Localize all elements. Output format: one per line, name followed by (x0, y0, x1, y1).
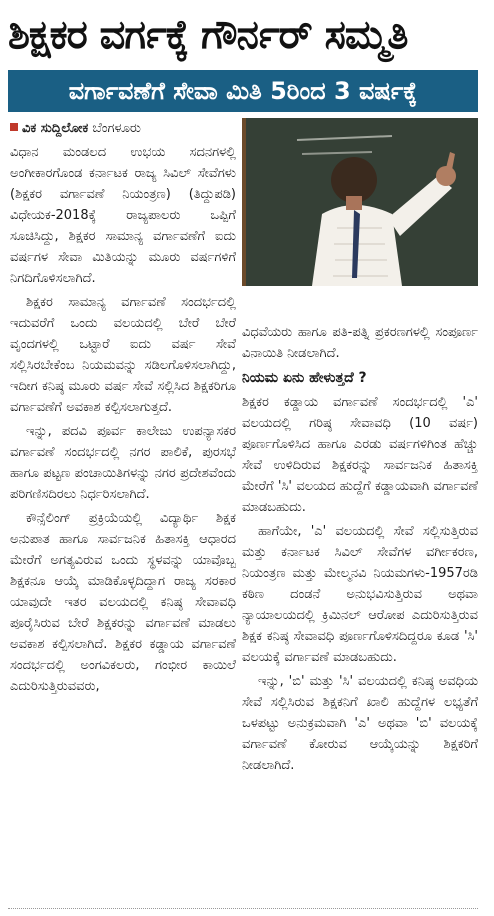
byline (10, 118, 236, 139)
paragraph: ಕೌನ್ಸೆಲಿಂಗ್ ಪ್ರಕ್ರಿಯೆಯಲ್ಲಿ ವಿದ್ಯಾರ್ಥಿ ಶಿಕ್ಷಕ ಅನುಪಾತ ಹಾಗೂ ಸಾರ್ವಜನಿಕ ಹಿತಾಸಕ್ತಿ ಆಧಾರದ ಮೇರೆಗೆ ಅಗತ್ಯವಿರುವ ಒಂದು ಸ್ಥಳವನ್ನು ಯಾವೊಬ್ಬ ಶಿಕ್ಷಕನೂ ಆಯ್ಕೆ ಮಾಡಿಕೊಳ್ಳದಿದ್ದಾಗ ರಾಜ್ಯ ಸರಕಾರ ಯಾವುದೇ ಇತರ ವಲಯದಲ್ಲಿ ಕನಿಷ್ಠ ಸೇವಾವಧಿ ಪೂರೈಸಿರುವ ಬೇರೆ ಶಿಕ್ಷಕರನ್ನು ವರ್ಗಾವಣೆ ಮಾಡಲು ಅವಕಾಶ ಕಲ್ಪಿಸಲಾಗಿದೆ. ಶಿಕ್ಷಕರ ಕಡ್ಡಾಯ ವರ್ಗಾವಣೆ ಸಂದರ್ಭದಲ್ಲಿ ಅಂಗವಿಕಲರು, ಗಂಭೀರ ಕಾಯಿಲೆ ಎದುರಿಸುತ್ತಿರುವವರು, (10, 511, 236, 694)
subheadline-banner: ವರ್ಗಾವಣೆಗೆ ಸೇವಾ ಮಿತಿ 5ರಿಂದ 3 ವರ್ಷಕ್ಕೆ (8, 70, 478, 112)
byline-source: ವಿಕ ಸುದ್ದಿಲೋಕ (22, 121, 89, 136)
photo-illustration (242, 118, 478, 286)
byline-place: ಬೆಂಗಳೂರು (92, 121, 141, 136)
paragraph: ಇನ್ನು, ಪದವಿ ಪೂರ್ವ ಕಾಲೇಜು ಉಪನ್ಯಾಸಕರ ವರ್ಗಾವಣೆ ಸಂದರ್ಭದಲ್ಲಿ ನಗರ ಪಾಲಿಕೆ, ಪುರಸಭೆ ಹಾಗೂ ಪಟ್ಟಣ ಪಂಚಾಯಿತಿಗಳನ್ನು ನಗರ ಪ್ರದೇಶವೆಂದು ಪರಿಗಣಿಸದಿರಲು ನಿರ್ಧರಿಸಲಾಗಿದೆ. (10, 424, 236, 502)
article-column-left (10, 118, 236, 700)
paragraph: ಶಿಕ್ಷಕರ ಕಡ್ಡಾಯ ವರ್ಗಾವಣೆ ಸಂದರ್ಭದಲ್ಲಿ 'ಎ' ವಲಯದಲ್ಲಿ ಗರಿಷ್ಠ ಸೇವಾವಧಿ (10 ವರ್ಷ) ಪೂರ್ಣಗೊಳಿಸಿದ ಹಾಗೂ ಎರಡು ವರ್ಷಗಳಿಗಿಂತ ಹೆಚ್ಚು ಸೇವೆ ಉಳಿದಿರುವ ಶಿಕ್ಷಕರನ್ನು ಸಾರ್ವಜನಿಕ ಹಿತಾಸಕ್ತಿ ಮೇರೆಗೆ 'ಸಿ' ವಲಯದ ಹುದ್ದೆಗೆ ಕಡ್ಡಾಯವಾಗಿ ವರ್ಗಾವಣೆ ಮಾಡಬಹುದು. (242, 395, 478, 515)
paragraph: ವಿಧಾನ ಮಂಡಲದ ಉಭಯ ಸದನಗಳಲ್ಲಿ ಅಂಗೀಕಾರಗೊಂಡ ಕರ್ನಾಟಕ ರಾಜ್ಯ ಸಿವಿಲ್ ಸೇವೆಗಳು (ಶಿಕ್ಷಕರ ವರ್ಗಾವಣೆ ನಿಯಂತ್ರಣ) (ತಿದ್ದುಪಡಿ) ವಿಧೇಯಕ-2018ಕ್ಕೆ ರಾಜ್ಯಪಾಲರು ಒಪ್ಪಿಗೆ ಸೂಚಿಸಿದ್ದು, ಶಿಕ್ಷಕರ ಸಾಮಾನ್ಯ ವರ್ಗಾವಣೆಗೆ ಐದು ವರ್ಷಗಳ ಸೇವಾ ಮಿತಿಯನ್ನು ಮೂರು ವರ್ಷಗಳಿಗೆ ನಿಗದಿಗೊಳಿಸಲಾಗಿದೆ. (10, 145, 236, 286)
byline-marker-icon (10, 123, 18, 131)
headline: ಶಿಕ್ಷಕರ ವರ್ಗಕ್ಕೆ ಗೌರ್ನರ್ ಸಮ್ಮತಿ (8, 12, 408, 58)
paragraph: ಶಿಕ್ಷಕರ ಸಾಮಾನ್ಯ ವರ್ಗಾವಣೆ ಸಂದರ್ಭದಲ್ಲಿ ಇದುವರೆಗೆ ಒಂದು ವಲಯದಲ್ಲಿ ಬೇರೆ ಬೇರೆ ವೃಂದಗಳಲ್ಲಿ ಒಟ್ಟಾರೆ ಐದು ವರ್ಷ ಸೇವೆ ಸಲ್ಲಿಸಿರಬೇಕೆಂಬ ನಿಯಮವನ್ನು ಸಡಿಲಗೊಳಿಸಲಾಗಿದ್ದು, ಇದೀಗ ಕನಿಷ್ಠ ಮೂರು ವರ್ಷ ಸೇವೆ ಸಲ್ಲಿಸಿದ ಶಿಕ್ಷಕರಿಗೂ ವರ್ಗಾವಣೆಗೆ ಅವಕಾಶ ಕಲ್ಪಿಸಲಾಗುತ್ತದೆ. (10, 295, 236, 415)
paragraph: ಹಾಗೆಯೇ, 'ಎ' ವಲಯದಲ್ಲಿ ಸೇವೆ ಸಲ್ಲಿಸುತ್ತಿರುವ ಮತ್ತು ಕರ್ನಾಟಕ ಸಿವಿಲ್ ಸೇವೆಗಳ ವರ್ಗೀಕರಣ, ನಿಯಂತ್ರಣ ಮತ್ತು ಮೇಲ್ಮನವಿ ನಿಯಮಗಳು-1957ರಡಿ ಕಠಿಣ ದಂಡನೆ ಅನುಭವಿಸುತ್ತಿರುವ ಅಥವಾ ನ್ಯಾಯಾಲಯದಲ್ಲಿ ಕ್ರಿಮಿನಲ್ ಆರೋಪ ಎದುರಿಸುತ್ತಿರುವ ಶಿಕ್ಷಕ ಕನಿಷ್ಠ ಸೇವಾವಧಿ ಪೂರ್ಣಗೊಳಿಸದಿದ್ದರೂ ಕೂಡ 'ಸಿ' ವಲಯಕ್ಕೆ ವರ್ಗಾವಣೆ ಮಾಡಬಹುದು. (242, 524, 478, 665)
section-subhead: ನಿಯಮ ಏನು ಹೇಳುತ್ತದೆ ? (242, 370, 367, 386)
paragraph: ವಿಧವೆಯರು ಹಾಗೂ ಪತಿ-ಪತ್ನಿ ಪ್ರಕರಣಗಳಲ್ಲಿ ಸಂಪೂರ್ಣ ವಿನಾಯಿತಿ ನೀಡಲಾಗಿದೆ. (242, 325, 478, 361)
bottom-divider (8, 908, 478, 909)
teacher-at-blackboard-photo (242, 118, 478, 286)
article-column-right (242, 322, 478, 779)
paragraph: ಇನ್ನು, 'ಬಿ' ಮತ್ತು 'ಸಿ' ವಲಯದಲ್ಲಿ ಕನಿಷ್ಠ ಅವಧಿಯ ಸೇವೆ ಸಲ್ಲಿಸಿರುವ ಶಿಕ್ಷಕನಿಗೆ ಖಾಲಿ ಹುದ್ದೆಗಳ ಲಭ್ಯತೆಗೆ ಒಳಪಟ್ಟು ಅನುಕ್ರಮವಾಗಿ 'ಎ' ಅಥವಾ 'ಬಿ' ವಲಯಕ್ಕೆ ವರ್ಗಾವಣೆ ಕೋರುವ ಆಯ್ಕೆಯನ್ನು ಶಿಕ್ಷಕರಿಗೆ ನೀಡಲಾಗಿದೆ. (242, 674, 478, 773)
